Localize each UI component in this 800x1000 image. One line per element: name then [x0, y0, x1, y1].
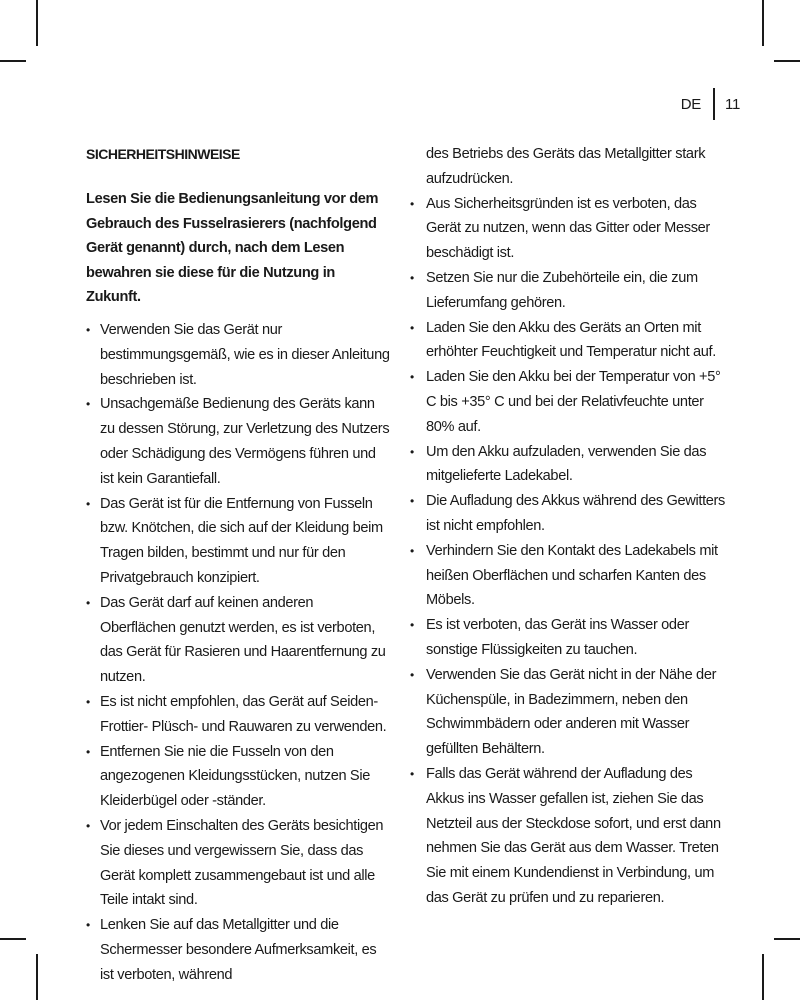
section-title: SICHERHEITSHINWEISE — [86, 146, 240, 162]
list-item: • Laden Sie den Akku bei der Temperatur von +5° C bis +35° C und bei der Relativfeuchte unter 80% auf. — [410, 365, 730, 439]
list-item: • Setzen Sie nur die Zubehörteile ein, die zum Lieferumfang gehören. — [410, 266, 730, 316]
list-item: • Falls das Gerät während der Aufladung des Akkus ins Wasser gefallen ist, ziehen Sie das Netzteil aus der Steckdose sofort, und erst dann nehmen Sie das Gerät aus dem Wasser. Treten Sie mit einem Kundendienst in Verbindung, um das Gerät zu prüfen und zu reparieren. — [410, 762, 730, 911]
list-item: • Das Gerät ist für die Entfernung von Fusseln bzw. Knötchen, die sich auf der Kleidung beim Tragen bilden, bestimmt und nur für den Privatgebrauch konzipiert. — [86, 492, 392, 591]
continued-item-text: des Betriebs des Geräts das Metallgitter stark aufzudrücken. — [426, 146, 706, 187]
crop-mark-bottom-left-vertical — [36, 954, 38, 1000]
list-item: • Entfernen Sie nie die Fusseln von den angezogenen Kleidungsstücken, nutzen Sie Kleiderbügel oder -ständer. — [86, 740, 392, 814]
left-column — [86, 142, 392, 987]
list-item: • Es ist verboten, das Gerät ins Wasser oder sonstige Flüssigkeiten zu tauchen. — [410, 613, 730, 663]
list-item: • Um den Akku aufzuladen, verwenden Sie das mitgelieferte Ladekabel. — [410, 440, 730, 490]
crop-mark-bottom-right-vertical — [762, 954, 764, 1000]
language-code: DE — [680, 95, 702, 113]
header-divider — [713, 88, 715, 120]
list-item: • Laden Sie den Akku des Geräts an Orten mit erhöhter Feuchtigkeit und Temperatur nicht auf. — [410, 316, 730, 366]
page-number: 11 — [725, 95, 740, 113]
crop-mark-bottom-right-horizontal — [774, 938, 800, 940]
crop-mark-top-left-vertical — [36, 0, 38, 46]
crop-mark-top-left-horizontal — [0, 60, 26, 62]
list-item: • Verwenden Sie das Gerät nur bestimmungsgemäß, wie es in dieser Anleitung beschrieben ist. — [86, 318, 392, 392]
list-item: • Aus Sicherheitsgründen ist es verboten, das Gerät zu nutzen, wenn das Gitter oder Messer beschädigt ist. — [410, 192, 730, 266]
list-item: • Das Gerät darf auf keinen anderen Oberflächen genutzt werden, es ist verboten, das Gerät für Rasieren und Haarentfernung zu nutzen. — [86, 591, 392, 690]
safety-list-right — [410, 192, 730, 911]
list-item: • Verwenden Sie das Gerät nicht in der Nähe der Küchenspüle, in Badezimmern, neben den Schwimmbädern oder anderen mit Wasser gefüllten Behältern. — [410, 663, 730, 762]
intro-paragraph: Lesen Sie die Bedienungsanleitung vor dem Gebrauch des Fusselrasierers (nachfolgend Gerät genannt) durch, nach dem Lesen bewahren sie diese für die Nutzung in Zukunft. — [86, 191, 379, 306]
list-item: • Es ist nicht empfohlen, das Gerät auf Seiden- Frottier- Plüsch- und Rauwaren zu verwenden. — [86, 690, 392, 740]
list-item: • Die Aufladung des Akkus während des Gewitters ist nicht empfohlen. — [410, 489, 730, 539]
list-item: • Verhindern Sie den Kontakt des Ladekabels mit heißen Oberflächen und scharfen Kanten des Möbels. — [410, 539, 730, 613]
right-column — [410, 142, 730, 911]
list-item: • Lenken Sie auf das Metallgitter und die Schermesser besondere Aufmerksamkeit, es ist verboten, während — [86, 913, 392, 987]
crop-mark-top-right-vertical — [762, 0, 764, 46]
safety-list-left — [86, 318, 392, 988]
crop-mark-top-right-horizontal — [774, 60, 800, 62]
crop-mark-bottom-left-horizontal — [0, 938, 26, 940]
list-item: • Vor jedem Einschalten des Geräts besichtigen Sie dieses und vergewissern Sie, dass das Gerät komplett zusammengebaut ist und alle Teile intakt sind. — [86, 814, 392, 913]
page-header — [681, 88, 740, 120]
list-item: • Unsachgemäße Bedienung des Geräts kann zu dessen Störung, zur Verletzung des Nutzers oder Schädigung des Vermögens führen und ist kein Garantiefall. — [86, 392, 392, 491]
